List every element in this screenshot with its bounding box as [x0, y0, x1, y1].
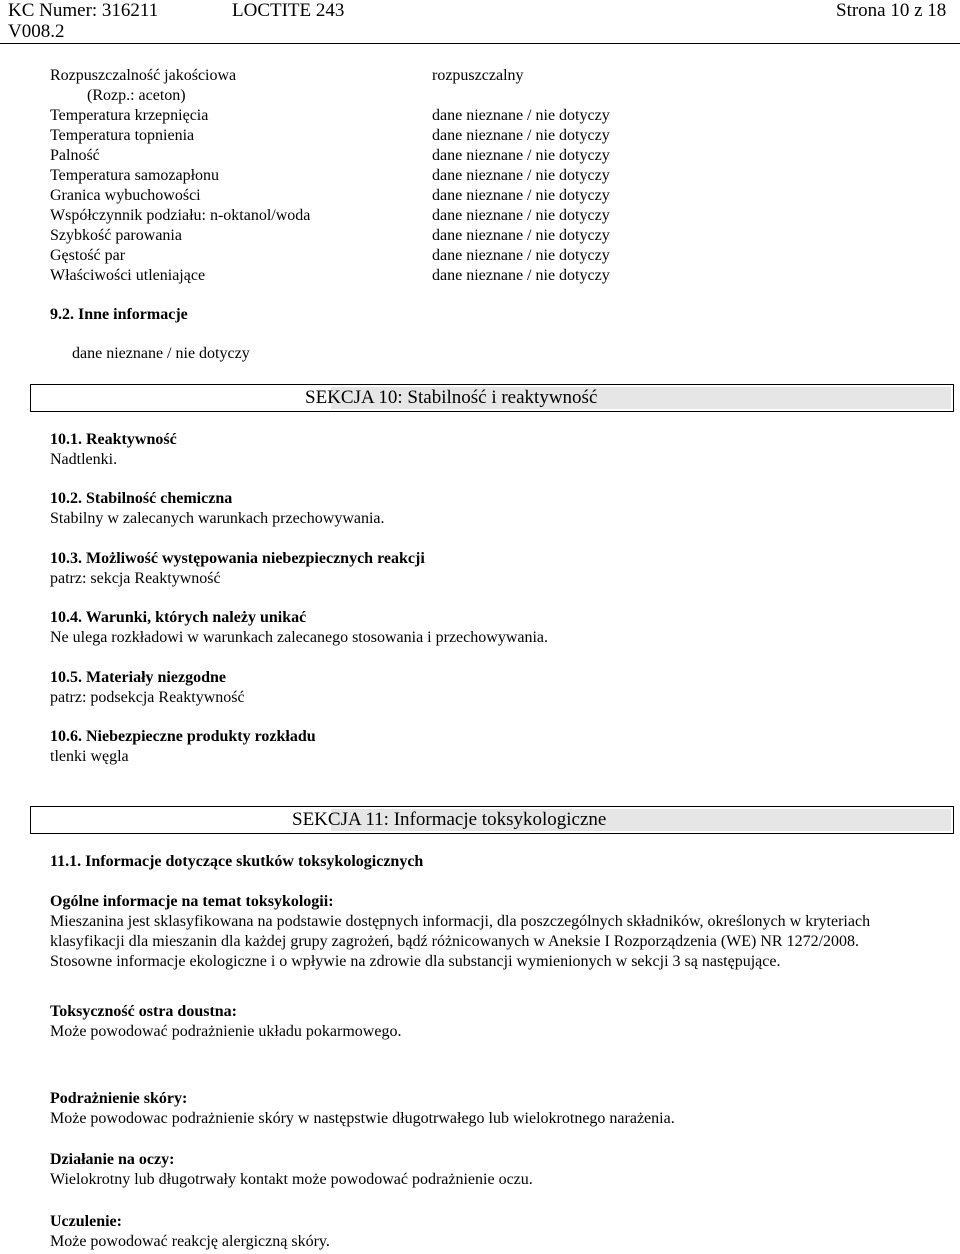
subsection-10-4-heading: 10.4. Warunki, których należy unikać: [50, 609, 307, 626]
property-label: Gęstość par: [50, 247, 126, 264]
section-10-title: SEKCJA 10: Stabilność i reaktywność: [305, 387, 598, 408]
property-label: Właściwości utleniające: [50, 267, 206, 284]
oral-tox-heading: Toksyczność ostra doustna:: [50, 1003, 237, 1020]
subsection-10-1-heading: 10.1. Reaktywność: [50, 431, 177, 448]
header-page-number: Strona 10 z 18: [836, 0, 947, 21]
property-value: dane nieznane / nie dotyczy: [432, 147, 610, 164]
header-divider: [0, 43, 960, 44]
property-value: dane nieznane / nie dotyczy: [432, 167, 610, 184]
property-label: (Rozp.: aceton): [87, 87, 186, 104]
subsection-10-2-text: Stabilny w zalecanych warunkach przechowywania.: [50, 510, 385, 527]
property-value: dane nieznane / nie dotyczy: [432, 227, 610, 244]
subsection-10-1-text: Nadtlenki.: [50, 451, 118, 468]
property-value: dane nieznane / nie dotyczy: [432, 127, 610, 144]
property-label: Szybkość parowania: [50, 227, 182, 244]
sensitization-text: Może powodować reakcję alergiczną skóry.: [50, 1233, 330, 1250]
property-value: dane nieznane / nie dotyczy: [432, 247, 610, 264]
property-label: Palność: [50, 147, 100, 164]
property-label: Granica wybuchowości: [50, 187, 201, 204]
subsection-9-2-heading: 9.2. Inne informacje: [50, 306, 188, 323]
property-label: Temperatura samozapłonu: [50, 167, 220, 184]
subsection-9-2-text: dane nieznane / nie dotyczy: [72, 345, 250, 362]
eye-effect-heading: Działanie na oczy:: [50, 1151, 175, 1168]
header-product-name: LOCTITE 243: [232, 0, 345, 21]
property-label: Temperatura topnienia: [50, 127, 195, 144]
section-11-title: SEKCJA 11: Informacje toksykologiczne: [292, 809, 607, 830]
property-value: dane nieznane / nie dotyczy: [432, 187, 610, 204]
property-label: Temperatura krzepnięcia: [50, 107, 209, 124]
property-value: dane nieznane / nie dotyczy: [432, 267, 610, 284]
property-value: dane nieznane / nie dotyczy: [432, 207, 610, 224]
subsection-10-5-heading: 10.5. Materiały niezgodne: [50, 669, 226, 686]
general-tox-line-2: klasyfikacji dla mieszanin dla każdej grupy zagrożeń, bądź różnicowanych w Aneksie I Rozporządzenia (WE) NR 1272/2008.: [50, 933, 860, 950]
subsection-11-1-heading: 11.1. Informacje dotyczące skutków toksykologicznych: [50, 853, 424, 870]
property-value: rozpuszczalny: [432, 67, 524, 84]
header-kc-number: KC Numer: 316211: [8, 0, 159, 21]
subsection-10-3-heading: 10.3. Możliwość występowania niebezpiecznych reakcji: [50, 550, 425, 567]
subsection-10-3-text: patrz: sekcja Reaktywność: [50, 570, 221, 587]
sensitization-heading: Uczulenie:: [50, 1213, 122, 1230]
header-version: V008.2: [8, 21, 65, 42]
subsection-10-2-heading: 10.2. Stabilność chemiczna: [50, 490, 233, 507]
property-labels: [50, 66, 310, 286]
oral-tox-text: Może powodować podrażnienie układu pokarmowego.: [50, 1023, 402, 1040]
skin-irritation-text: Może powodowac podrażnienie skóry w następstwie długotrwałego lub wielokrotnego narażenia.: [50, 1110, 675, 1127]
subsection-10-6-text: tlenki węgla: [50, 748, 129, 765]
property-value: [432, 86, 610, 106]
subsection-10-5-text: patrz: podsekcja Reaktywność: [50, 689, 245, 706]
property-values: [432, 66, 610, 286]
property-label: Współczynnik podziału: n-oktanol/woda: [50, 207, 311, 224]
general-tox-heading: Ogólne informacje na temat toksykologii:: [50, 893, 334, 910]
subsection-10-4-text: Ne ulega rozkładowi w warunkach zalecanego stosowania i przechowywania.: [50, 629, 549, 646]
eye-effect-text: Wielokrotny lub długotrwały kontakt może powodować podrażnienie oczu.: [50, 1171, 533, 1188]
general-tox-line-3: Stosowne informacje ekologiczne i o wpływie na zdrowie dla substancji wymienionych w sekcji 3 są następujące.: [50, 953, 781, 970]
general-tox-line-1: Mieszanina jest sklasyfikowana na podstawie dostępnych informacji, dla poszczególnych składników, określonych w kryteriach: [50, 913, 871, 930]
property-label: Rozpuszczalność jakościowa: [50, 67, 237, 84]
skin-irritation-heading: Podrażnienie skóry:: [50, 1090, 188, 1107]
subsection-10-6-heading: 10.6. Niebezpieczne produkty rozkładu: [50, 728, 316, 745]
property-value: dane nieznane / nie dotyczy: [432, 107, 610, 124]
